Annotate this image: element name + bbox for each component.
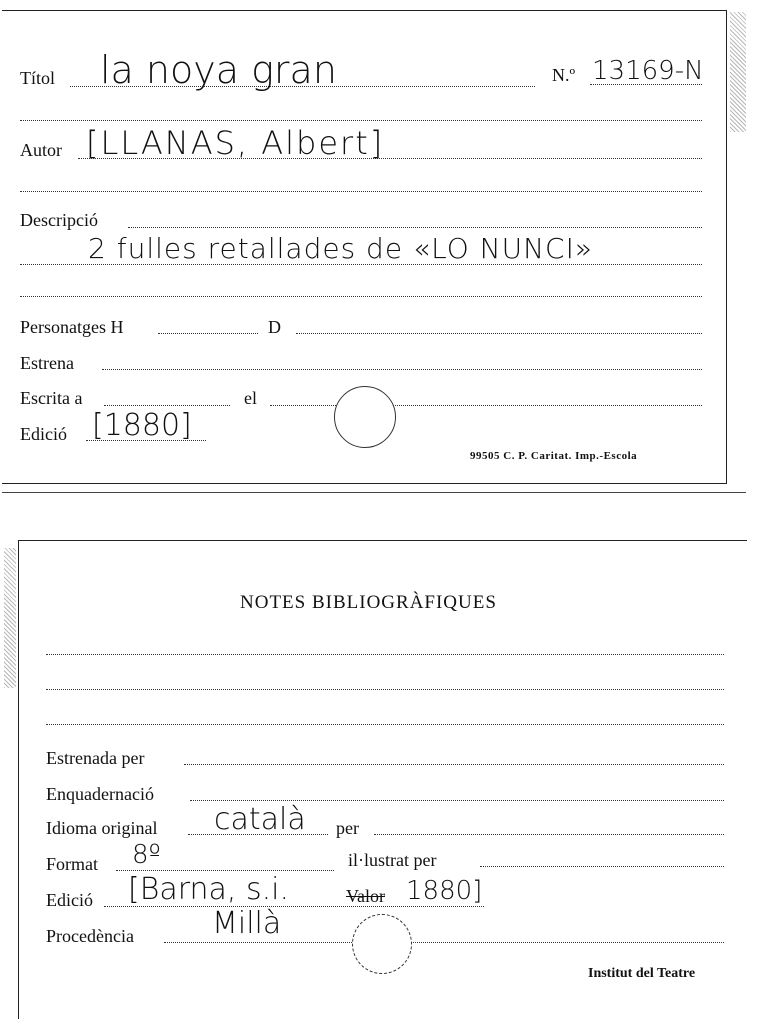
scan-artifact	[4, 548, 16, 688]
personatges-d-label: D	[268, 317, 281, 337]
idioma-value: català	[214, 802, 306, 837]
estrena-label: Estrena	[20, 353, 74, 373]
illustrat-line	[480, 866, 724, 867]
format-label: Format	[46, 854, 98, 874]
idioma-per-label: per	[336, 818, 359, 838]
edicio2-label: Edició	[46, 890, 93, 910]
blank-line	[20, 296, 702, 297]
titol-label: Títol	[20, 68, 55, 88]
illustrat-label: il·lustrat per	[348, 850, 437, 870]
notes-line-3	[46, 724, 724, 725]
autor-value: [LLANAS, Albert]	[86, 124, 385, 162]
punch-hole	[352, 914, 412, 974]
institution-mark: Institut del Teatre	[588, 966, 696, 981]
enquadernacio-line	[190, 800, 724, 801]
descripcio-line	[128, 227, 702, 228]
autor-label: Autor	[20, 140, 62, 160]
notes-heading: NOTES BIBLIOGRÀFIQUES	[240, 592, 497, 613]
scan-artifact	[730, 12, 746, 132]
edicio-label: Edició	[20, 424, 67, 444]
idioma-per-line	[374, 834, 724, 835]
edicio-value: [1880]	[92, 408, 192, 443]
escrita-el-label: el	[244, 388, 257, 408]
escrita-line	[104, 405, 230, 406]
descripcio-value: 2 fulles retallades de «LO NUNCI»	[88, 232, 593, 265]
procedencia-label: Procedència	[46, 926, 134, 946]
valor-value: 1880]	[406, 876, 483, 906]
personatges-label: Personatges H	[20, 317, 124, 337]
idioma-label: Idioma original	[46, 818, 158, 838]
punch-hole	[334, 386, 396, 448]
numero-label: N.º	[552, 65, 576, 85]
personatges-h-line	[158, 333, 258, 334]
notes-line-1	[46, 654, 724, 655]
notes-line-2	[46, 689, 724, 690]
enquadernacio-label: Enquadernació	[46, 784, 154, 804]
numero-value: 13169-N	[592, 56, 704, 86]
estrenada-label: Estrenada per	[46, 748, 145, 768]
personatges-d-line	[296, 333, 702, 334]
procedencia-line	[164, 942, 724, 943]
valor-label: Valor	[346, 886, 385, 906]
format-line	[116, 870, 334, 871]
edicio2-value: [Barna, s.i.	[128, 872, 290, 907]
estrena-line	[102, 369, 702, 370]
blank-line	[20, 191, 702, 192]
printer-mark: 99505 C. P. Caritat. Imp.-Escola	[470, 450, 638, 462]
format-value: 8º	[132, 840, 161, 870]
card-divider-line	[2, 492, 746, 493]
escrita-label: Escrita a	[20, 388, 83, 408]
descripcio-label: Descripció	[20, 210, 98, 230]
procedencia-value: Millà	[212, 906, 282, 941]
titol-value: la noya gran	[100, 48, 337, 92]
estrenada-line	[184, 764, 724, 765]
blank-line	[20, 120, 702, 121]
